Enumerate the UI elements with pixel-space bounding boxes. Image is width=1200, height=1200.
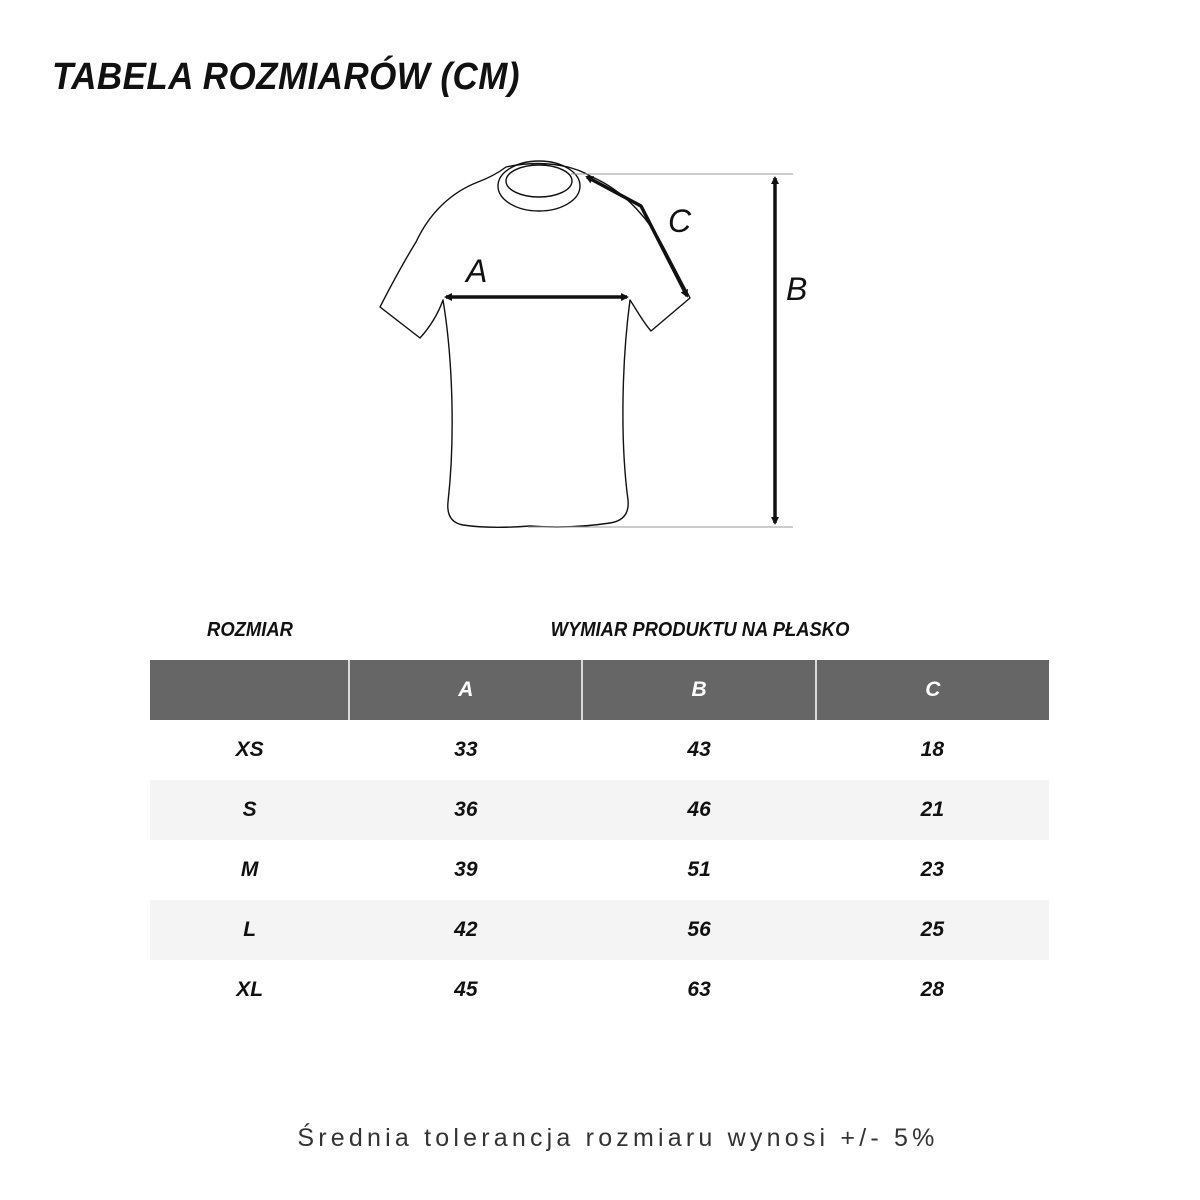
measure-label-b: B bbox=[786, 271, 808, 307]
table-header-row bbox=[150, 660, 1049, 720]
measure-label-c: C bbox=[668, 203, 692, 239]
size-cell: XS bbox=[150, 720, 349, 780]
size-cell: S bbox=[150, 780, 349, 840]
table-row bbox=[150, 720, 1049, 780]
size-table bbox=[150, 660, 1049, 1020]
page-title: TABELA ROZMIARÓW (CM) bbox=[52, 56, 520, 98]
value-cell-c: 18 bbox=[816, 720, 1049, 780]
table-row bbox=[150, 900, 1049, 960]
size-cell: L bbox=[150, 900, 349, 960]
value-cell-a: 42 bbox=[349, 900, 582, 960]
table-header-a: A bbox=[349, 660, 582, 720]
value-cell-c: 25 bbox=[816, 900, 1049, 960]
measure-label-a: A bbox=[466, 253, 488, 289]
value-cell-a: 39 bbox=[349, 840, 582, 900]
table-header-b: B bbox=[582, 660, 815, 720]
value-cell-a: 33 bbox=[349, 720, 582, 780]
table-row bbox=[150, 780, 1049, 840]
tolerance-note: Średnia tolerancja rozmiaru wynosi +/- 5% bbox=[297, 1124, 939, 1152]
table-header-c: C bbox=[816, 660, 1049, 720]
value-cell-c: 23 bbox=[816, 840, 1049, 900]
size-column-heading: ROZMIAR bbox=[207, 619, 293, 641]
value-cell-a: 36 bbox=[349, 780, 582, 840]
value-cell-b: 46 bbox=[582, 780, 815, 840]
size-cell: XL bbox=[150, 960, 349, 1020]
size-cell: M bbox=[150, 840, 349, 900]
table-header-size bbox=[150, 660, 349, 720]
value-cell-b: 51 bbox=[582, 840, 815, 900]
value-cell-b: 56 bbox=[582, 900, 815, 960]
value-cell-c: 28 bbox=[816, 960, 1049, 1020]
tshirt-outline bbox=[380, 161, 690, 527]
dimension-group-heading: WYMIAR PRODUKTU NA PŁASKO bbox=[550, 619, 850, 641]
value-cell-b: 63 bbox=[582, 960, 815, 1020]
value-cell-a: 45 bbox=[349, 960, 582, 1020]
value-cell-b: 43 bbox=[582, 720, 815, 780]
table-row bbox=[150, 960, 1049, 1020]
table-row bbox=[150, 840, 1049, 900]
value-cell-c: 21 bbox=[816, 780, 1049, 840]
